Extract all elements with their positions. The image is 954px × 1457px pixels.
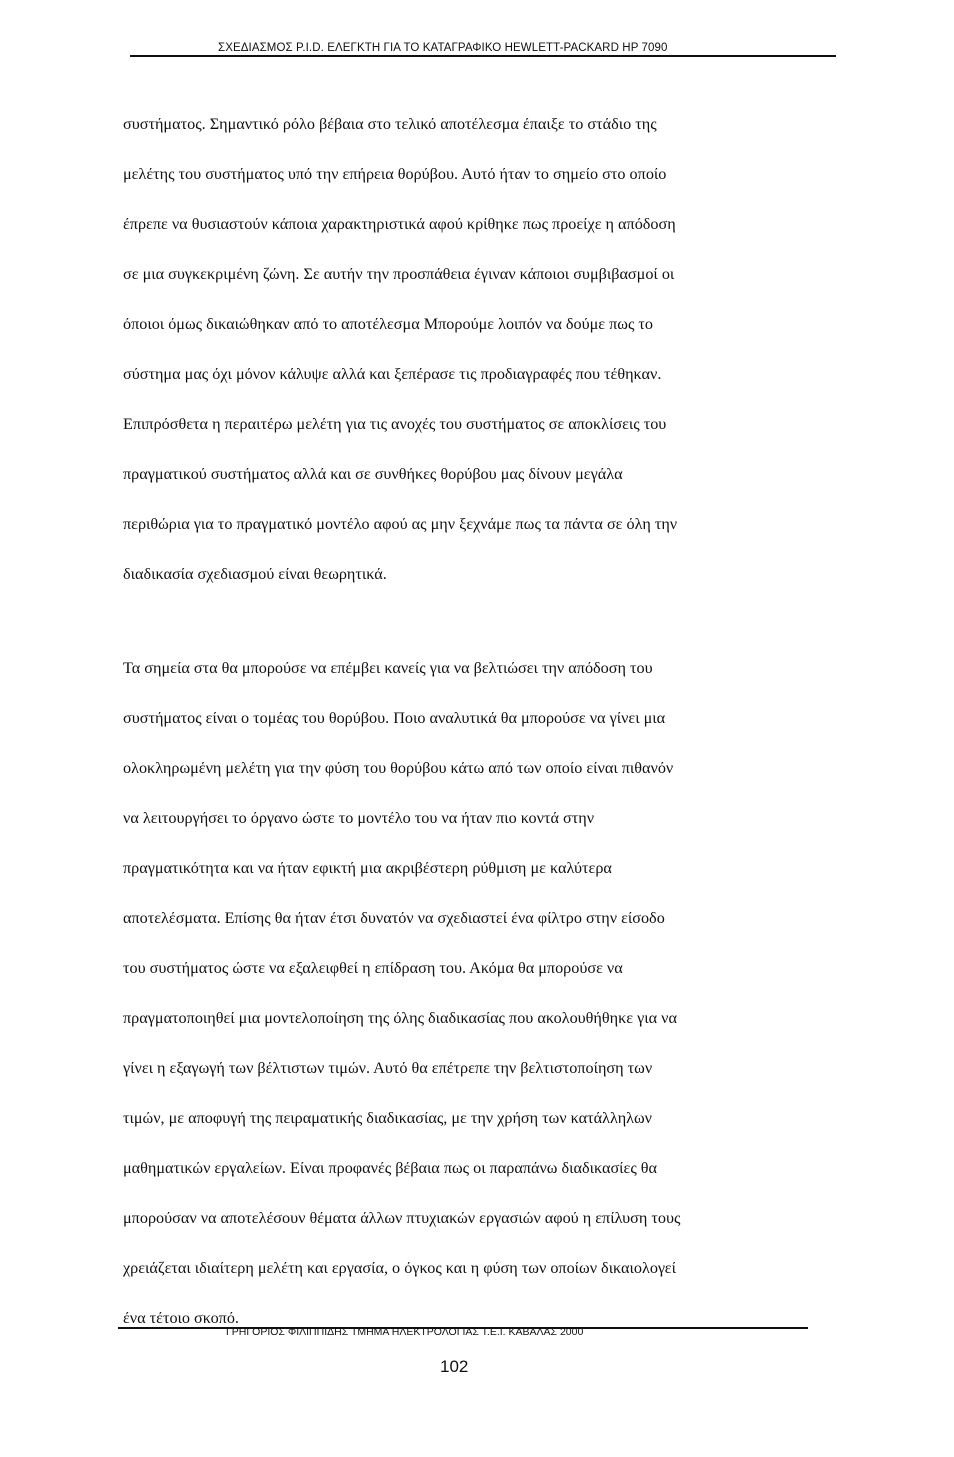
text-line: τιμών, με αποφυγή της πειραματικής διαδικασίας, με την χρήση των κατάλληλων bbox=[123, 1109, 652, 1127]
text-line: όποιοι όμως δικαιώθηκαν από το αποτέλεσμα Μπορούμε λοιπόν να δούμε πως το bbox=[123, 315, 654, 333]
text-line: έπρεπε να θυσιαστούν κάποια χαρακτηριστικά αφού κρίθηκε πως προείχε η απόδοση bbox=[123, 215, 676, 233]
text-line: ολοκληρωμένη μελέτη για την φύση του θορύβου κάτω από των οποίο είναι πιθανόν bbox=[123, 759, 674, 777]
text-line: Επιπρόσθετα η περαιτέρω μελέτη για τις ανοχές του συστήματος σε αποκλίσεις του bbox=[123, 415, 667, 433]
text-line: να λειτουργήσει το όργανο ώστε το μοντέλο του να ήταν πιο κοντά στην bbox=[123, 809, 595, 827]
text-line: μελέτης του συστήματος υπό την επήρεια θορύβου. Αυτό ήταν το σημείο στο οποίο bbox=[123, 165, 667, 183]
page-footer bbox=[118, 1318, 808, 1358]
text-line: αποτελέσματα. Επίσης θα ήταν έτσι δυνατόν να σχεδιαστεί ένα φίλτρο στην είσοδο bbox=[123, 909, 665, 927]
document-body bbox=[123, 99, 843, 1343]
text-line: σύστημα μας όχι μόνον κάλυψε αλλά και ξεπέρασε τις προδιαγραφές που τέθηκαν. bbox=[123, 365, 662, 383]
text-line: μαθηματικών εργαλείων. Είναι προφανές βέβαια πως οι παραπάνω διαδικασίες θα bbox=[123, 1159, 658, 1177]
paragraph-spacer bbox=[123, 599, 843, 643]
text-line: γίνει η εξαγωγή των βέλτιστων τιμών. Αυτό θα επέτρεπε την βελτιστοποίηση των bbox=[123, 1059, 653, 1077]
text-line: συστήματος. Σημαντικό ρόλο βέβαια στο τελικό αποτέλεσμα έπαιξε το στάδιο της bbox=[123, 115, 657, 133]
footer-author: ΓΡΗΓΟΡΙΟΣ ΦΙΛΙΠΠΙΔΗΣ ΤΜΗΜΑ ΗΛΕΚΤΡΟΛΟΓΙΑΣ Τ.Ε.Ι. ΚΑΒΑΛΑΣ 2000 bbox=[226, 1326, 584, 1338]
text-line: διαδικασία σχεδιασμού είναι θεωρητικά. bbox=[123, 565, 387, 583]
text-line: του συστήματος ώστε να εξαλειφθεί η επίδραση του. Ακόμα θα μπορούσε να bbox=[123, 959, 623, 977]
text-line: σε μια συγκεκριμένη ζώνη. Σε αυτήν την προσπάθεια έγιναν κάποιοι συμβιβασμοί οι bbox=[123, 265, 675, 283]
header-title: ΣΧΕΔΙΑΣΜΟΣ P.I.D. ΕΛΕΓΚΤΗ ΓΙΑ ΤΟ ΚΑΤΑΓΡΑΦΙΚΟ HEWLETT-PACKARD HP 7090 bbox=[218, 42, 668, 54]
paragraph-2 bbox=[123, 643, 843, 1343]
text-line: ένα τέτοιο σκοπό. bbox=[123, 1309, 239, 1327]
text-line: περιθώρια για το πραγματικό μοντέλο αφού ας μην ξεχνάμε πως τα πάντα σε όλη την bbox=[123, 515, 678, 533]
text-line: πραγματοποιηθεί μια μοντελοποίηση της όλης διαδικασίας που ακολουθήθηκε για να bbox=[123, 1009, 677, 1027]
text-line: πραγματικότητα και να ήταν εφικτή μια ακριβέστερη ρύθμιση με καλύτερα bbox=[123, 859, 612, 877]
text-line: πραγματικού συστήματος αλλά και σε συνθήκες θορύβου μας δίνουν μεγάλα bbox=[123, 465, 623, 483]
text-line: Τα σημεία στα θα μπορούσε να επέμβει κανείς για να βελτιώσει την απόδοση του bbox=[123, 659, 653, 677]
text-line: χρειάζεται ιδιαίτερη μελέτη και εργασία, ο όγκος και η φύση των οποίων δικαιολογεί bbox=[123, 1259, 676, 1277]
header-rule bbox=[130, 55, 836, 57]
text-line: μπορούσαν να αποτελέσουν θέματα άλλων πτυχιακών εργασιών αφού η επίλυση τους bbox=[123, 1209, 681, 1227]
page-header bbox=[130, 38, 836, 68]
page-number: 102 bbox=[440, 1357, 469, 1376]
text-line: συστήματος είναι ο τομέας του θορύβου. Ποιο αναλυτικά θα μπορούσε να γίνει μια bbox=[123, 709, 666, 727]
paragraph-1 bbox=[123, 99, 843, 599]
